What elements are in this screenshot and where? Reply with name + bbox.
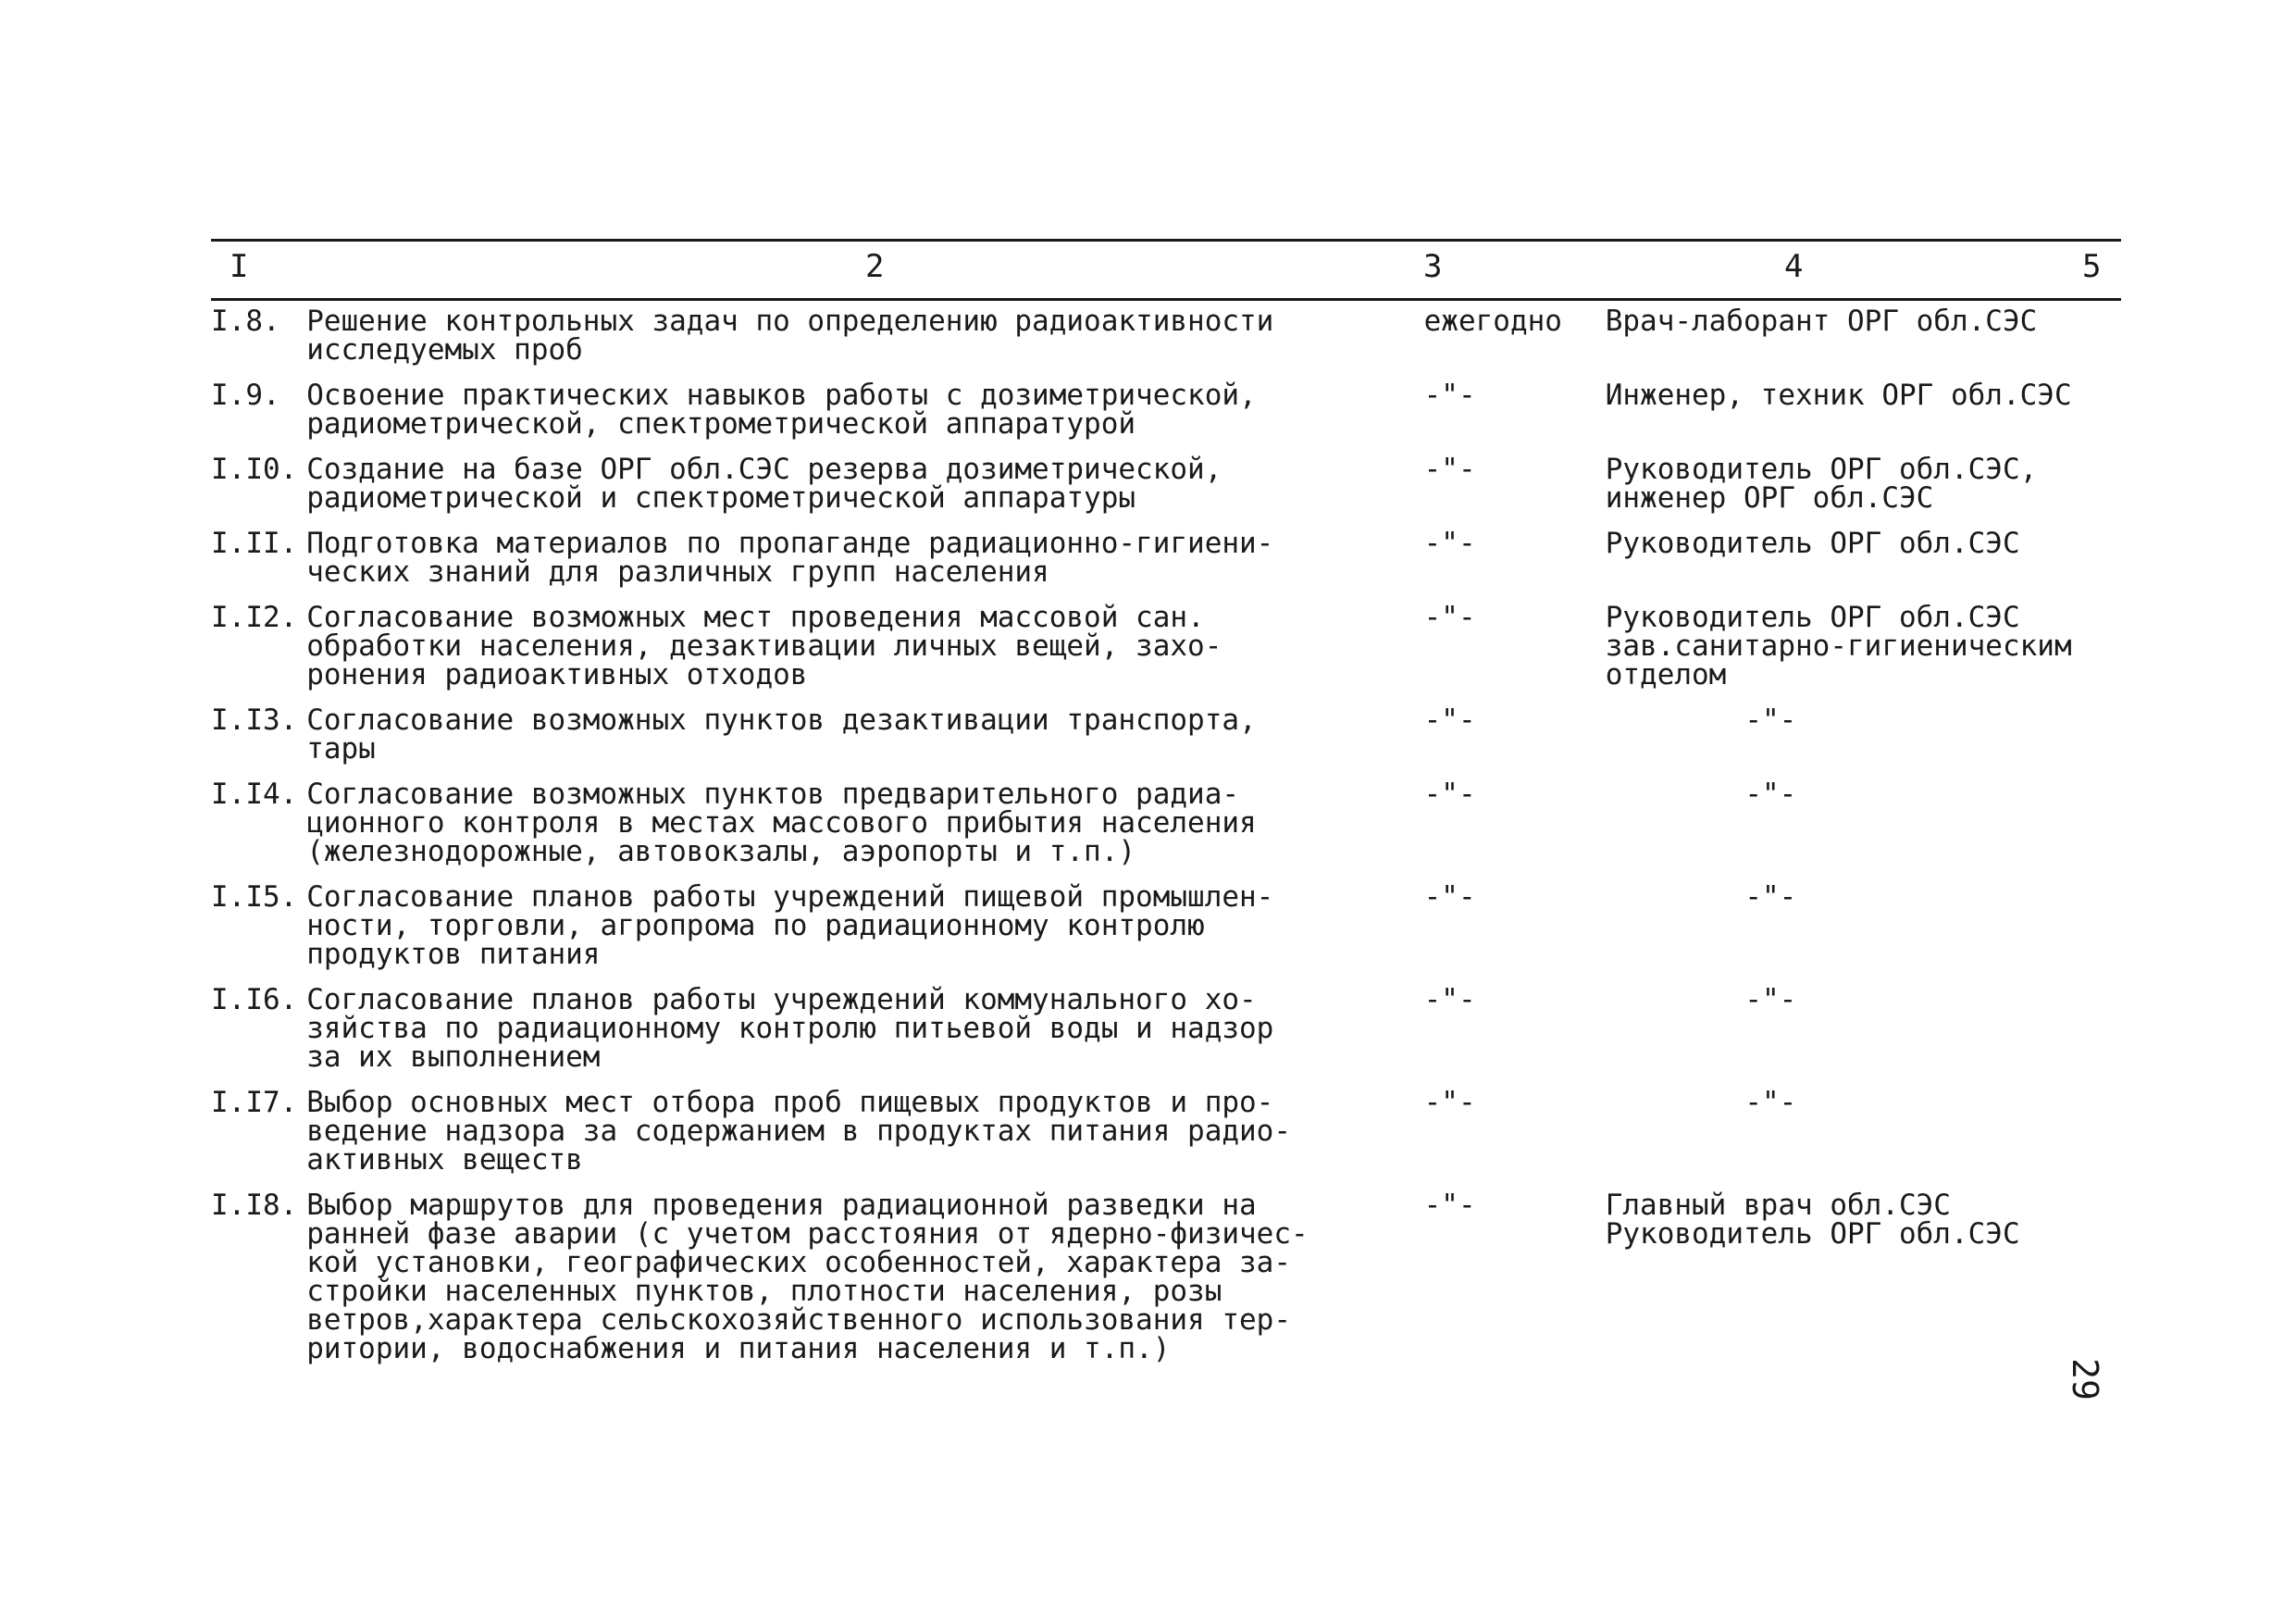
item-description: Согласование планов работы учреждений пищевой промышлен- ности, торговли, агропрома по радиационному контролю продуктов питания [306,880,1274,971]
item-number: I.9. [211,379,280,412]
item-term: -"- [1423,453,1476,486]
item-responsible: Главный врач обл.СЭС Руководитель ОРГ обл.СЭС [1605,1189,2020,1251]
table-row [211,307,2121,381]
item-responsible: Инженер, техник ОРГ обл.СЭС [1605,379,2072,412]
column-header-1: I [230,248,249,285]
item-number: I.I7. [211,1086,298,1119]
item-number: I.I3. [211,704,298,737]
item-term: -"- [1423,527,1476,560]
item-description: Согласование возможных пунктов предварительного радиа- ционного контроля в местах массового прибытия населения (железнодорожные, автовокзалы, аэропорты и т.п.) [306,778,1257,868]
column-header-2: 2 [865,248,885,285]
item-term: ежегодно [1423,305,1562,338]
item-responsible: Врач-лаборант ОРГ обл.СЭС [1605,305,2038,338]
item-term: -"- [1423,1086,1476,1119]
item-number: I.I2. [211,601,298,634]
item-description: Согласование планов работы учреждений коммунального хо- зяйства по радиационному контролю питьевой воды и надзор за их выполнением [306,983,1274,1074]
item-responsible: Руководитель ОРГ обл.СЭС зав.санитарно-гигиеническим отделом [1605,601,2072,691]
table-row [211,529,2121,604]
item-number: I.8. [211,305,280,338]
table-row [211,1089,2121,1191]
table-row [211,883,2121,986]
item-term: -"- [1423,704,1476,737]
item-responsible: -"- [1744,778,1797,811]
item-description: Решение контрольных задач по определению радиоактивности исследуемых проб [306,305,1274,367]
item-description: Согласование возможных пунктов дезактивации транспорта, тары [306,704,1257,766]
item-number: I.I5. [211,880,298,914]
item-responsible: -"- [1744,983,1797,1016]
item-description: Освоение практических навыков работы с дозиметрической, радиометрической, спектрометрической аппаратурой [306,379,1257,441]
item-term: -"- [1423,1189,1476,1222]
item-number: I.I4. [211,778,298,811]
item-responsible: -"- [1744,880,1797,914]
item-term: -"- [1423,379,1476,412]
item-description: Создание на базе ОРГ обл.СЭС резерва дозиметрической, радиометрической и спектрометрической аппаратуры [306,453,1222,515]
table-header-rule [211,298,2121,301]
plan-table [211,307,2121,1380]
column-header-3: 3 [1423,248,1443,285]
item-responsible: -"- [1744,1086,1797,1119]
column-header-4: 4 [1784,248,1804,285]
item-number: I.I0. [211,453,298,486]
item-term: -"- [1423,778,1476,811]
item-term: -"- [1423,880,1476,914]
item-description: Подготовка материалов по пропаганде радиационно-гигиени- ческих знаний для различных групп населения [306,527,1274,589]
item-term: -"- [1423,983,1476,1016]
table-row [211,381,2121,455]
table-row [211,604,2121,706]
table-row [211,1191,2121,1380]
item-description: Выбор основных мест отбора проб пищевых продуктов и про- ведение надзора за содержанием в продуктах питания радио- активных веществ [306,1086,1292,1177]
item-responsible: -"- [1744,704,1797,737]
item-term: -"- [1423,601,1476,634]
item-responsible: Руководитель ОРГ обл.СЭС [1605,527,2020,560]
item-number: I.II. [211,527,298,560]
item-number: I.I8. [211,1189,298,1222]
page-number: 29 [2064,1358,2105,1401]
item-description: Выбор маршрутов для проведения радиационной разведки на ранней фазе аварии (с учетом расстояния от ядерно-физичес- кой установки, географических особенностей, характера за- стройки населенных пунктов, плотности населения, розы ветров,характера сельскохозяйственного использования тер- ритории, водоснабжения и питания населения и т.п.) [306,1189,1309,1365]
item-description: Согласование возможных мест проведения массовой сан. обработки населения, дезактивации личных вещей, захо- ронения радиоактивных отходов [306,601,1222,691]
table-row [211,706,2121,780]
item-number: I.I6. [211,983,298,1016]
item-responsible: Руководитель ОРГ обл.СЭС, инженер ОРГ обл.СЭС [1605,453,2038,515]
column-header-5: 5 [2082,248,2102,285]
table-row [211,780,2121,883]
table-row [211,455,2121,529]
table-top-rule [211,239,2121,242]
table-row [211,986,2121,1089]
